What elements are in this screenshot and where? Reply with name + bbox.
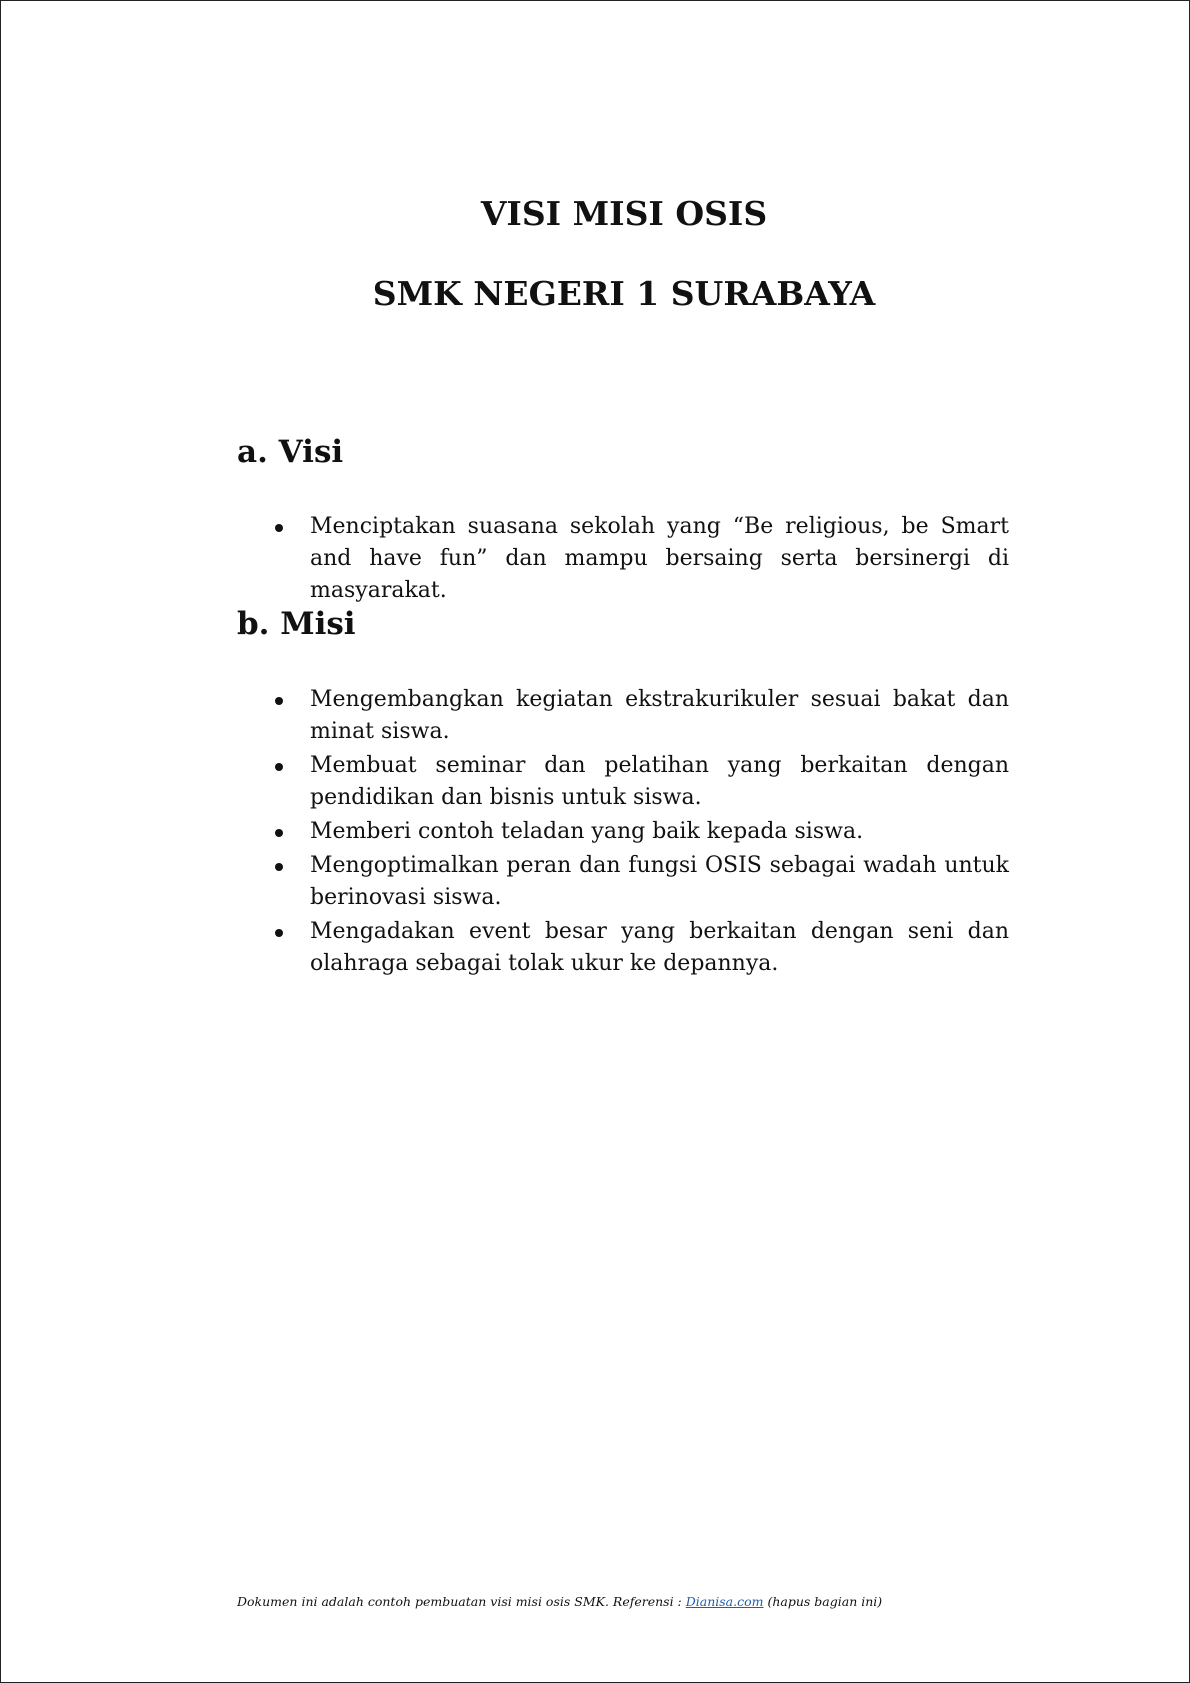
misi-item-text: Mengembangkan kegiatan ekstrakurikuler sesuai bakat dan minat siswa.: [310, 687, 1009, 744]
bullet-icon: [275, 929, 283, 937]
document-subtitle: SMK NEGERI 1 SURABAYA: [372, 274, 876, 313]
list-item: [237, 684, 1009, 748]
misi-list: [237, 684, 1009, 982]
list-item: [237, 850, 1009, 914]
list-item: [237, 916, 1009, 980]
footer-text: Dokumen ini adalah contoh pembuatan visi misi osis SMK. Referensi :: [237, 1594, 686, 1609]
misi-item-text: Memberi contoh teladan yang baik kepada siswa.: [310, 819, 864, 844]
reference-link[interactable]: Dianisa.com: [685, 1594, 764, 1609]
visi-heading: a. Visi: [237, 434, 344, 470]
list-item: [237, 750, 1009, 814]
misi-item-text: Membuat seminar dan pelatihan yang berkaitan dengan pendidikan dan bisnis untuk siswa.: [310, 753, 1009, 810]
misi-heading: b. Misi: [237, 606, 356, 642]
footer-note: [237, 1594, 882, 1609]
misi-item-text: Mengoptimalkan peran dan fungsi OSIS sebagai wadah untuk berinovasi siswa.: [310, 853, 1009, 910]
misi-item-text: Mengadakan event besar yang berkaitan dengan seni dan olahraga sebagai tolak ukur ke depannya.: [310, 919, 1009, 976]
list-item: [237, 511, 1009, 607]
bullet-icon: [275, 829, 283, 837]
list-item: [237, 816, 1009, 848]
bullet-icon: [275, 524, 283, 532]
bullet-icon: [275, 763, 283, 771]
visi-list: [237, 511, 1009, 609]
bullet-icon: [275, 863, 283, 871]
footer-text-after: (hapus bagian ini): [763, 1594, 883, 1609]
document-title: VISI MISI OSIS: [480, 194, 768, 233]
bullet-icon: [275, 697, 283, 705]
visi-item-text: Menciptakan suasana sekolah yang “Be religious, be Smart and have fun” dan mampu bersaing serta bersinergi di masyarakat.: [310, 514, 1009, 603]
